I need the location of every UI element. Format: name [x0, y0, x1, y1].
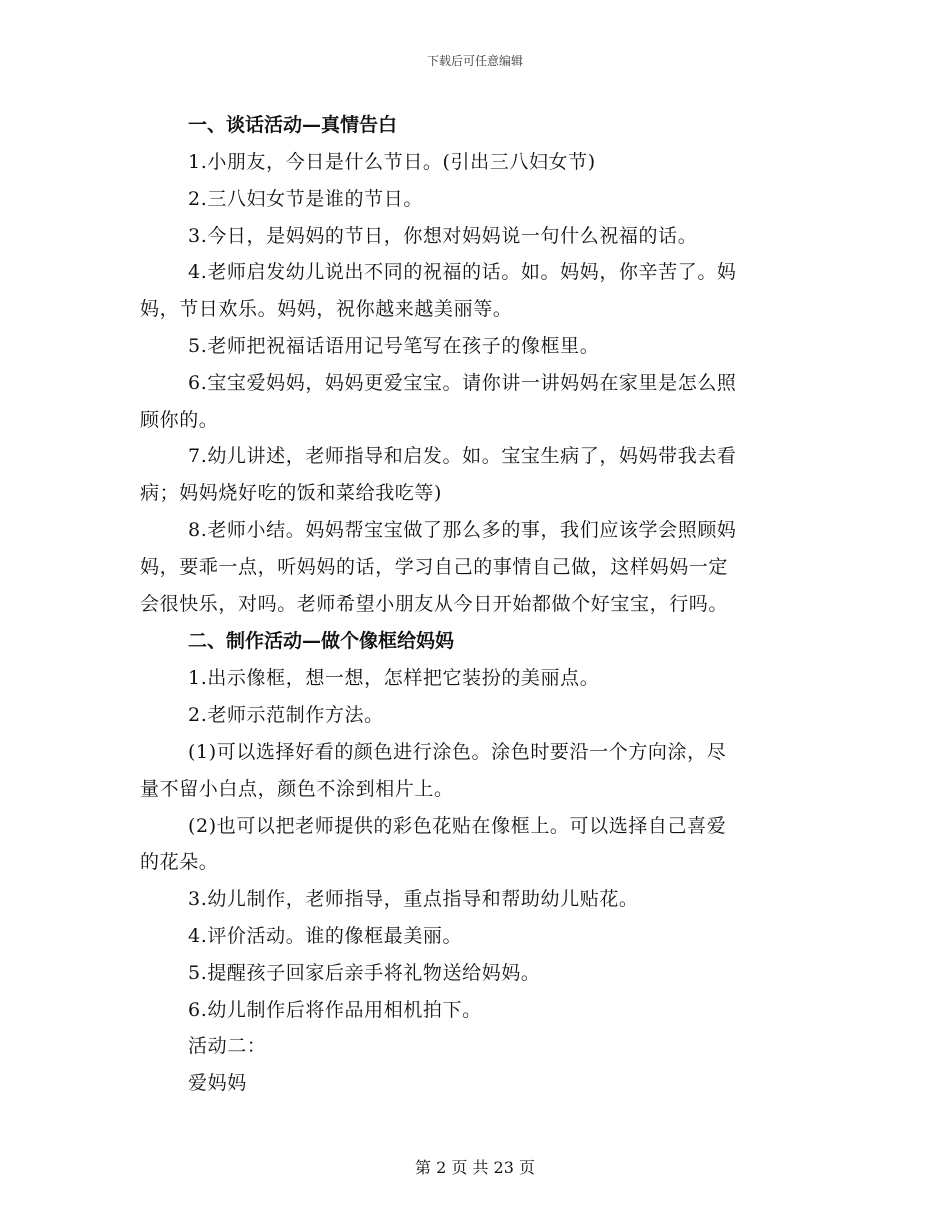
s1-item-7: 7.幼儿讲述，老师指导和启发。如。宝宝生病了，妈妈带我去看 [188, 445, 737, 468]
s1-item-4-cont: 妈，节日欢乐。妈妈，祝你越来越美丽等。 [140, 298, 513, 321]
s2-item-3-cont: 量不留小白点，颜色不涂到相片上。 [140, 777, 454, 800]
s1-item-8: 8.老师小结。妈妈帮宝宝做了那么多的事，我们应该学会照顾妈 [188, 518, 737, 541]
s2-item-4: (2)也可以把老师提供的彩色花贴在像框上。可以选择自己喜爱 [188, 814, 727, 837]
section-2-heading: 二、制作活动—做个像框给妈妈 [188, 630, 455, 653]
s1-item-8-cont: 妈，要乖一点，听妈妈的话，学习自己的事情自己做，这样妈妈一定 [140, 555, 729, 578]
document-body [140, 106, 810, 1102]
s1-item-6: 6.宝宝爱妈妈，妈妈更爱宝宝。请你讲一讲妈妈在家里是怎么照 [188, 371, 737, 394]
activity-2-label: 活动二： [188, 1035, 267, 1058]
activity-2-title: 爱妈妈 [188, 1072, 247, 1095]
s2-item-7: 5.提醒孩子回家后亲手将礼物送给妈妈。 [188, 961, 541, 984]
s2-item-4-cont: 的花朵。 [140, 851, 219, 874]
s2-item-5: 3.幼儿制作，老师指导，重点指导和帮助幼儿贴花。 [188, 888, 639, 911]
s2-item-2: 2.老师示范制作方法。 [188, 704, 384, 727]
s1-item-1: 1.小朋友，今日是什么节日。(引出三八妇女节) [188, 151, 596, 173]
s2-item-1: 1.出示像框，想一想，怎样把它装扮的美丽点。 [188, 667, 600, 690]
s1-item-7-cont: 病；妈妈烧好吃的饭和菜给我吃等) [140, 482, 443, 505]
s1-item-2: 2.三八妇女节是谁的节日。 [188, 187, 423, 210]
section-1-heading: 一、谈话活动—真情告白 [188, 114, 398, 136]
s2-item-6: 4.评价活动。谁的像框最美丽。 [188, 924, 463, 947]
s2-item-8: 6.幼儿制作后将作品用相机拍下。 [188, 998, 482, 1021]
page-footer: 第 2 页 共 23 页 [415, 1158, 535, 1177]
s1-item-5: 5.老师把祝福话语用记号笔写在孩子的像框里。 [188, 334, 600, 357]
s1-item-8-cont-2: 会很快乐，对吗。老师希望小朋友从今日开始都做个好宝宝，行吗。 [140, 592, 729, 615]
s1-item-4: 4.老师启发幼儿说出不同的祝福的话。如。妈妈，你辛苦了。妈 [188, 261, 737, 284]
s1-item-3: 3.今日，是妈妈的节日，你想对妈妈说一句什么祝福的话。 [188, 224, 698, 247]
s1-item-6-cont: 顾你的。 [140, 408, 219, 431]
s2-item-3: (1)可以选择好看的颜色进行涂色。涂色时要沿一个方向涂，尽 [188, 740, 727, 763]
page-header: 下载后可任意编辑 [426, 54, 523, 68]
